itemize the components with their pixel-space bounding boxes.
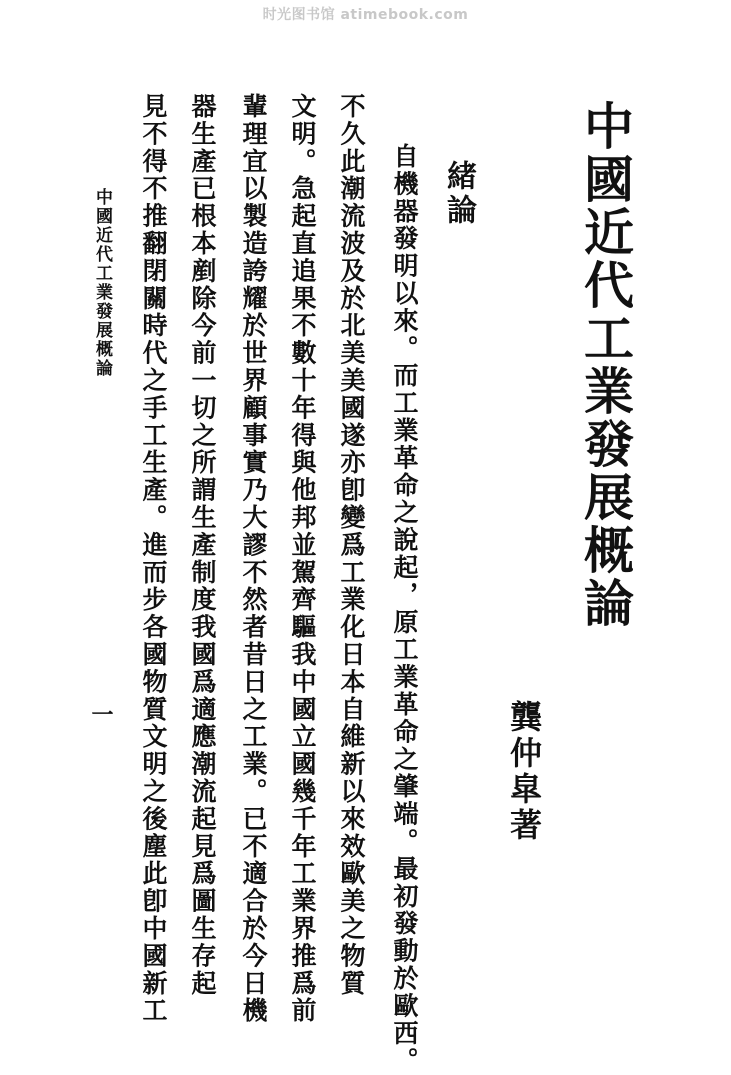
- book-title: 中國近代工業發展概論: [576, 100, 635, 630]
- body-text-line: 不久此潮流波及於北美美國遂亦卽變爲工業化日本自維新以來效歐美之物質: [337, 93, 366, 998]
- watermark-text: 时光图书馆 atimebook.com: [262, 7, 469, 23]
- body-text-line: 見不得不推翻閉關時代之手工生產。進而步各國物質文明之後塵此卽中國新工: [139, 93, 168, 1025]
- running-head: 中國近代工業發展概論: [92, 188, 112, 378]
- body-text-line: 器生產已根本剷除今前一切之所謂生產制度我國爲適應潮流起見爲圖生存起: [188, 93, 217, 998]
- body-text-line: 文明。急起直追果不數十年得與他邦並駕齊驅我中國立國幾千年工業界推爲前: [288, 93, 317, 1025]
- body-text-line: 自機器發明以來。而工業革命之說起，原工業革命之肇端。最初發動於歐西。: [390, 143, 419, 1075]
- section-heading: 緒論: [441, 160, 476, 228]
- page-number: 一: [88, 703, 114, 725]
- author-name: 龔仲皐著: [505, 700, 543, 844]
- body-text-line: 輩理宜以製造誇耀於世界顧事實乃大謬不然者昔日之工業。已不適合於今日機: [239, 93, 268, 1025]
